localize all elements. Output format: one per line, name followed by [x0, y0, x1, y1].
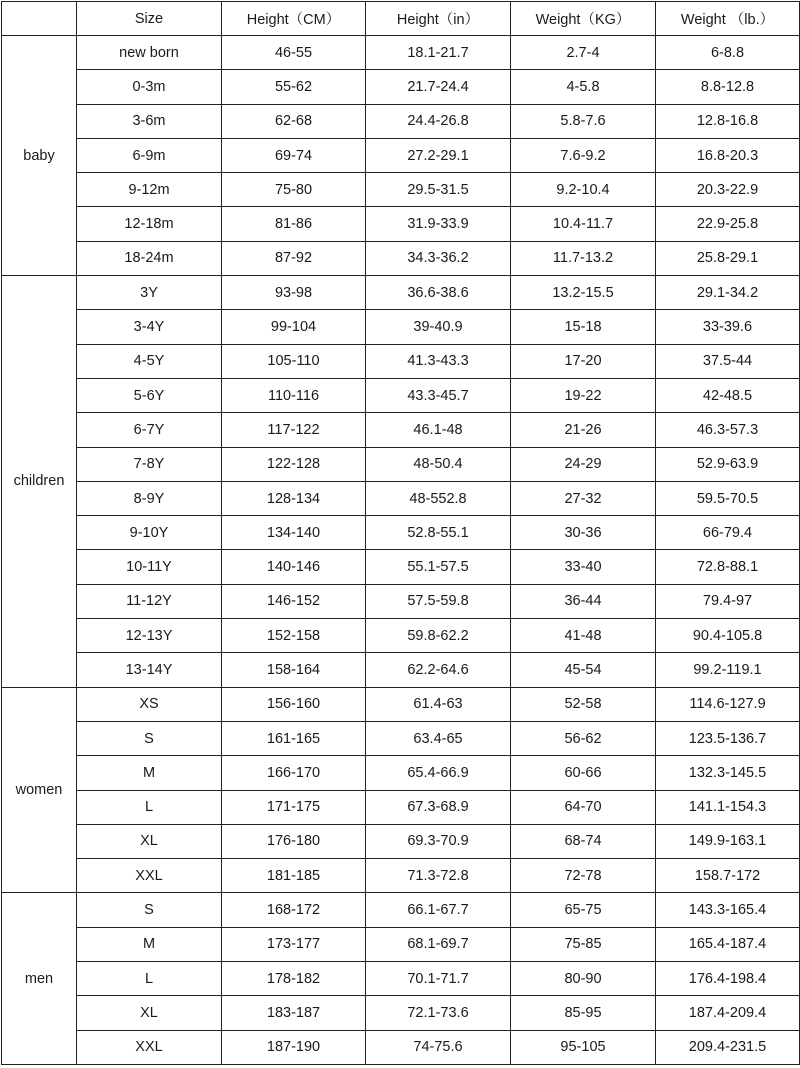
weight-kg-cell: 36-44: [511, 584, 656, 618]
weight-lb-cell: 6-8.8: [656, 36, 800, 70]
table-row: [2, 756, 800, 790]
table-row: [2, 584, 800, 618]
table-row: [2, 550, 800, 584]
weight-kg-cell: 65-75: [511, 893, 656, 927]
height-cm-cell: 171-175: [222, 790, 366, 824]
table-row: [2, 996, 800, 1030]
size-cell: 18-24m: [77, 241, 222, 275]
weight-lb-cell: 8.8-12.8: [656, 70, 800, 104]
weight-kg-cell: 95-105: [511, 1030, 656, 1064]
height-in-cell: 43.3-45.7: [366, 378, 511, 412]
weight-lb-cell: 143.3-165.4: [656, 893, 800, 927]
height-in-cell: 55.1-57.5: [366, 550, 511, 584]
weight-lb-cell: 25.8-29.1: [656, 241, 800, 275]
header-weight-lb: Weight （lb.）: [656, 2, 800, 36]
table-row: [2, 790, 800, 824]
size-cell: 11-12Y: [77, 584, 222, 618]
table-row: [2, 344, 800, 378]
size-cell: M: [77, 927, 222, 961]
size-cell: 4-5Y: [77, 344, 222, 378]
height-in-cell: 67.3-68.9: [366, 790, 511, 824]
table-row: [2, 927, 800, 961]
weight-lb-cell: 176.4-198.4: [656, 962, 800, 996]
weight-lb-cell: 59.5-70.5: [656, 481, 800, 515]
weight-lb-cell: 149.9-163.1: [656, 824, 800, 858]
weight-kg-cell: 2.7-4: [511, 36, 656, 70]
height-cm-cell: 134-140: [222, 516, 366, 550]
category-cell: children: [2, 276, 77, 688]
weight-kg-cell: 72-78: [511, 859, 656, 893]
height-in-cell: 65.4-66.9: [366, 756, 511, 790]
height-in-cell: 59.8-62.2: [366, 619, 511, 653]
table-row: [2, 962, 800, 996]
height-cm-cell: 87-92: [222, 241, 366, 275]
weight-kg-cell: 75-85: [511, 927, 656, 961]
height-in-cell: 68.1-69.7: [366, 927, 511, 961]
size-cell: 3Y: [77, 276, 222, 310]
weight-lb-cell: 33-39.6: [656, 310, 800, 344]
weight-kg-cell: 13.2-15.5: [511, 276, 656, 310]
height-cm-cell: 81-86: [222, 207, 366, 241]
height-in-cell: 71.3-72.8: [366, 859, 511, 893]
height-in-cell: 74-75.6: [366, 1030, 511, 1064]
weight-kg-cell: 85-95: [511, 996, 656, 1030]
height-in-cell: 27.2-29.1: [366, 138, 511, 172]
weight-lb-cell: 66-79.4: [656, 516, 800, 550]
weight-kg-cell: 21-26: [511, 413, 656, 447]
table-row: [2, 173, 800, 207]
weight-lb-cell: 72.8-88.1: [656, 550, 800, 584]
size-cell: 0-3m: [77, 70, 222, 104]
height-cm-cell: 156-160: [222, 687, 366, 721]
height-cm-cell: 152-158: [222, 619, 366, 653]
height-cm-cell: 181-185: [222, 859, 366, 893]
height-cm-cell: 93-98: [222, 276, 366, 310]
height-cm-cell: 128-134: [222, 481, 366, 515]
height-in-cell: 29.5-31.5: [366, 173, 511, 207]
height-in-cell: 63.4-65: [366, 721, 511, 755]
weight-lb-cell: 123.5-136.7: [656, 721, 800, 755]
height-cm-cell: 62-68: [222, 104, 366, 138]
table-row: [2, 893, 800, 927]
table-row: [2, 241, 800, 275]
height-in-cell: 48-552.8: [366, 481, 511, 515]
table-row: [2, 653, 800, 687]
weight-kg-cell: 52-58: [511, 687, 656, 721]
table-row: [2, 36, 800, 70]
weight-kg-cell: 17-20: [511, 344, 656, 378]
height-in-cell: 39-40.9: [366, 310, 511, 344]
header-height-in: Height（in）: [366, 2, 511, 36]
weight-lb-cell: 46.3-57.3: [656, 413, 800, 447]
weight-kg-cell: 30-36: [511, 516, 656, 550]
table-row: [2, 104, 800, 138]
weight-lb-cell: 165.4-187.4: [656, 927, 800, 961]
header-height-cm: Height（CM）: [222, 2, 366, 36]
weight-lb-cell: 79.4-97: [656, 584, 800, 618]
weight-kg-cell: 45-54: [511, 653, 656, 687]
weight-lb-cell: 20.3-22.9: [656, 173, 800, 207]
height-cm-cell: 110-116: [222, 378, 366, 412]
height-cm-cell: 117-122: [222, 413, 366, 447]
weight-lb-cell: 12.8-16.8: [656, 104, 800, 138]
height-cm-cell: 55-62: [222, 70, 366, 104]
height-cm-cell: 122-128: [222, 447, 366, 481]
height-in-cell: 31.9-33.9: [366, 207, 511, 241]
height-cm-cell: 178-182: [222, 962, 366, 996]
size-cell: 9-10Y: [77, 516, 222, 550]
table-row: [2, 413, 800, 447]
header-category: [2, 2, 77, 36]
weight-lb-cell: 132.3-145.5: [656, 756, 800, 790]
header-size: Size: [77, 2, 222, 36]
table-row: [2, 619, 800, 653]
weight-lb-cell: 52.9-63.9: [656, 447, 800, 481]
table-row: [2, 687, 800, 721]
height-in-cell: 57.5-59.8: [366, 584, 511, 618]
weight-kg-cell: 41-48: [511, 619, 656, 653]
height-in-cell: 46.1-48: [366, 413, 511, 447]
table-row: [2, 481, 800, 515]
size-cell: L: [77, 790, 222, 824]
size-cell: 6-9m: [77, 138, 222, 172]
size-cell: M: [77, 756, 222, 790]
table-row: [2, 207, 800, 241]
table-row: [2, 859, 800, 893]
size-cell: 13-14Y: [77, 653, 222, 687]
height-cm-cell: 99-104: [222, 310, 366, 344]
height-cm-cell: 146-152: [222, 584, 366, 618]
height-cm-cell: 168-172: [222, 893, 366, 927]
size-cell: S: [77, 721, 222, 755]
height-cm-cell: 158-164: [222, 653, 366, 687]
table-row: [2, 378, 800, 412]
height-cm-cell: 176-180: [222, 824, 366, 858]
weight-lb-cell: 42-48.5: [656, 378, 800, 412]
height-in-cell: 24.4-26.8: [366, 104, 511, 138]
size-cell: XL: [77, 996, 222, 1030]
weight-kg-cell: 4-5.8: [511, 70, 656, 104]
weight-lb-cell: 99.2-119.1: [656, 653, 800, 687]
weight-kg-cell: 9.2-10.4: [511, 173, 656, 207]
height-in-cell: 72.1-73.6: [366, 996, 511, 1030]
height-in-cell: 41.3-43.3: [366, 344, 511, 378]
height-in-cell: 36.6-38.6: [366, 276, 511, 310]
table-row: [2, 1030, 800, 1064]
weight-kg-cell: 68-74: [511, 824, 656, 858]
height-cm-cell: 173-177: [222, 927, 366, 961]
weight-kg-cell: 19-22: [511, 378, 656, 412]
weight-kg-cell: 64-70: [511, 790, 656, 824]
height-cm-cell: 161-165: [222, 721, 366, 755]
height-in-cell: 18.1-21.7: [366, 36, 511, 70]
weight-kg-cell: 33-40: [511, 550, 656, 584]
size-cell: 8-9Y: [77, 481, 222, 515]
header-row: [2, 2, 800, 36]
size-cell: 3-4Y: [77, 310, 222, 344]
height-in-cell: 61.4-63: [366, 687, 511, 721]
table-row: [2, 721, 800, 755]
height-in-cell: 70.1-71.7: [366, 962, 511, 996]
size-cell: 9-12m: [77, 173, 222, 207]
weight-lb-cell: 22.9-25.8: [656, 207, 800, 241]
weight-lb-cell: 141.1-154.3: [656, 790, 800, 824]
weight-kg-cell: 11.7-13.2: [511, 241, 656, 275]
height-cm-cell: 187-190: [222, 1030, 366, 1064]
table-row: [2, 310, 800, 344]
weight-kg-cell: 24-29: [511, 447, 656, 481]
height-cm-cell: 105-110: [222, 344, 366, 378]
size-cell: 6-7Y: [77, 413, 222, 447]
weight-kg-cell: 56-62: [511, 721, 656, 755]
weight-lb-cell: 37.5-44: [656, 344, 800, 378]
size-cell: XXL: [77, 1030, 222, 1064]
weight-kg-cell: 80-90: [511, 962, 656, 996]
weight-kg-cell: 10.4-11.7: [511, 207, 656, 241]
weight-lb-cell: 209.4-231.5: [656, 1030, 800, 1064]
size-cell: new born: [77, 36, 222, 70]
size-chart-body: [2, 36, 800, 1065]
size-cell: S: [77, 893, 222, 927]
size-cell: 7-8Y: [77, 447, 222, 481]
table-row: [2, 70, 800, 104]
height-in-cell: 62.2-64.6: [366, 653, 511, 687]
size-cell: L: [77, 962, 222, 996]
height-cm-cell: 75-80: [222, 173, 366, 207]
weight-kg-cell: 60-66: [511, 756, 656, 790]
height-cm-cell: 69-74: [222, 138, 366, 172]
height-cm-cell: 183-187: [222, 996, 366, 1030]
table-row: [2, 447, 800, 481]
weight-lb-cell: 187.4-209.4: [656, 996, 800, 1030]
size-chart-table: [1, 1, 800, 1065]
height-in-cell: 69.3-70.9: [366, 824, 511, 858]
height-in-cell: 34.3-36.2: [366, 241, 511, 275]
category-cell: baby: [2, 36, 77, 276]
size-cell: 12-18m: [77, 207, 222, 241]
category-cell: men: [2, 893, 77, 1064]
height-in-cell: 21.7-24.4: [366, 70, 511, 104]
weight-kg-cell: 7.6-9.2: [511, 138, 656, 172]
header-weight-kg: Weight（KG）: [511, 2, 656, 36]
height-in-cell: 52.8-55.1: [366, 516, 511, 550]
height-in-cell: 48-50.4: [366, 447, 511, 481]
weight-kg-cell: 27-32: [511, 481, 656, 515]
table-row: [2, 516, 800, 550]
size-cell: 3-6m: [77, 104, 222, 138]
weight-lb-cell: 90.4-105.8: [656, 619, 800, 653]
size-cell: XS: [77, 687, 222, 721]
height-cm-cell: 46-55: [222, 36, 366, 70]
weight-lb-cell: 29.1-34.2: [656, 276, 800, 310]
size-cell: 12-13Y: [77, 619, 222, 653]
size-cell: XXL: [77, 859, 222, 893]
weight-lb-cell: 114.6-127.9: [656, 687, 800, 721]
size-cell: 10-11Y: [77, 550, 222, 584]
weight-kg-cell: 15-18: [511, 310, 656, 344]
table-row: [2, 138, 800, 172]
height-in-cell: 66.1-67.7: [366, 893, 511, 927]
table-row: [2, 824, 800, 858]
table-row: [2, 276, 800, 310]
weight-lb-cell: 16.8-20.3: [656, 138, 800, 172]
size-cell: XL: [77, 824, 222, 858]
size-cell: 5-6Y: [77, 378, 222, 412]
height-cm-cell: 166-170: [222, 756, 366, 790]
category-cell: women: [2, 687, 77, 893]
height-cm-cell: 140-146: [222, 550, 366, 584]
weight-kg-cell: 5.8-7.6: [511, 104, 656, 138]
weight-lb-cell: 158.7-172: [656, 859, 800, 893]
